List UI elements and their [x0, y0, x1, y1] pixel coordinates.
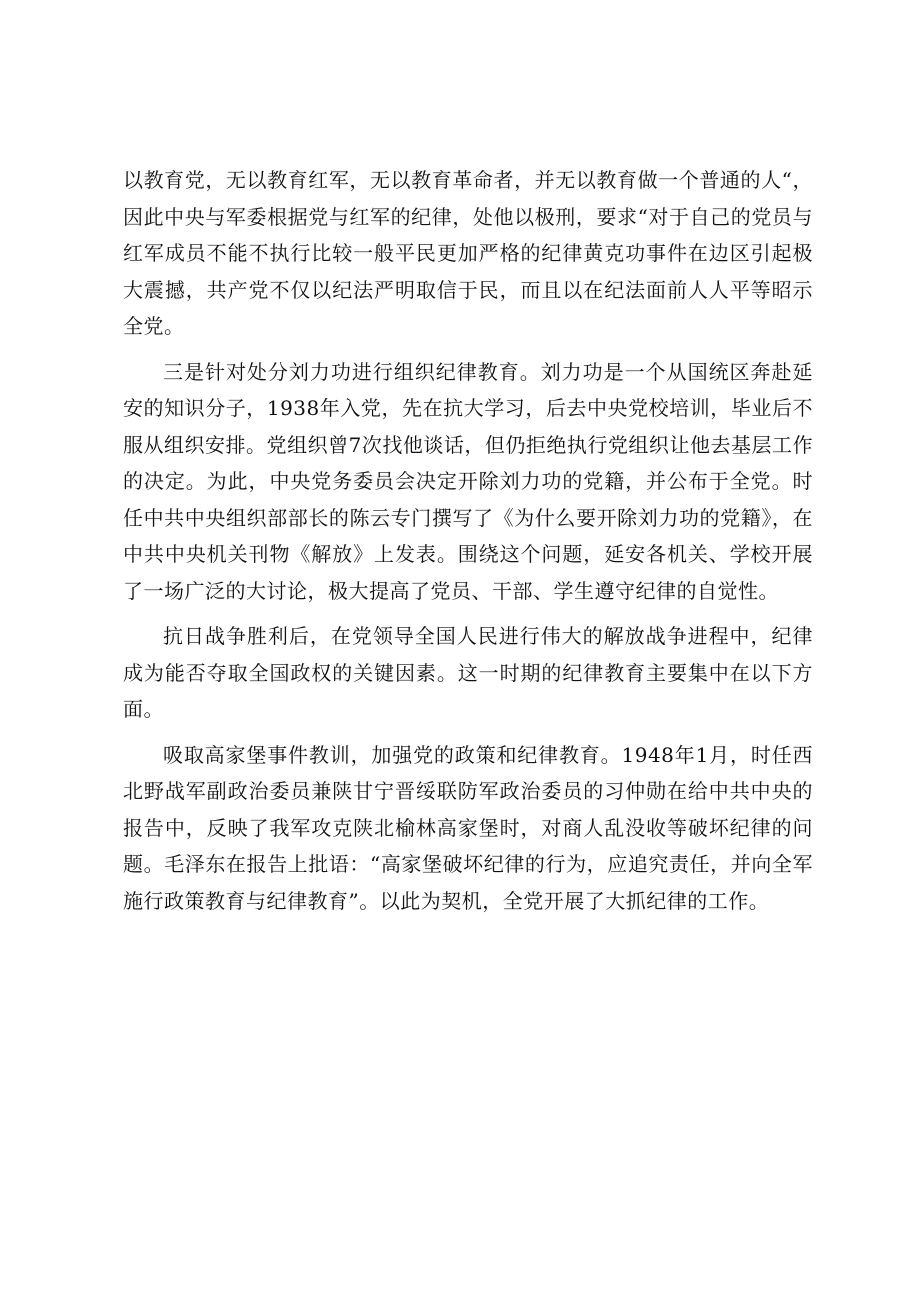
document-body [123, 162, 813, 919]
paragraph-liu-ligong: 三是针对处分刘力功进行组织纪律教育。刘力功是一个从国统区奔赴延安的知识分子，1938年入党，先在抗大学习，后去中央党校培训，毕业后不服从组织安排。党组织曾7次找他谈话，但仍拒绝执行党组织让他去基层工作的决定。为此，中央党务委员会决定开除刘力功的党籍，并公布于全党。时任中共中央组织部部长的陈云专门撰写了《为什么要开除刘力功的党籍》，在中共中央机关刊物《解放》上发表。围绕这个问题，延安各机关、学校开展了一场广泛的大讨论，极大提高了党员、干部、学生遵守纪律的自觉性。 [123, 359, 813, 603]
paragraph-continuation: 以教育党，无以教育红军，无以教育革命者，并无以教育做一个普通的人“，因此中央与军委根据党与红军的纪律，处他以极刑，要求“对于自己的党员与红军成员不能不执行比较一般平民更加严格的纪律黄克功事件在边区引起极大震撼，共产党不仅以纪法严明取信于民，而且以在纪法面前人人平等昭示全党。 [123, 168, 813, 338]
paragraph-liberation-war: 抗日战争胜利后，在党领导全国人民进行伟大的解放战争进程中，纪律成为能否夺取全国政权的关键因素。这一时期的纪律教育主要集中在以下方面。 [123, 624, 813, 721]
paragraph-gaojiabao: 吸取高家堡事件教训，加强党的政策和纪律教育。1948年1月，时任西北野战军副政治委员兼陕甘宁晋绥联防军政治委员的习仲勋在给中共中央的报告中，反映了我军攻克陕北榆林高家堡时，对商人乱没收等破坏纪律的问题。毛泽东在报告上批语：“高家堡破坏纪律的行为，应追究责任，并向全军施行政策教育与纪律教育”。以此为契机，全党开展了大抓纪律的工作。 [123, 742, 813, 913]
